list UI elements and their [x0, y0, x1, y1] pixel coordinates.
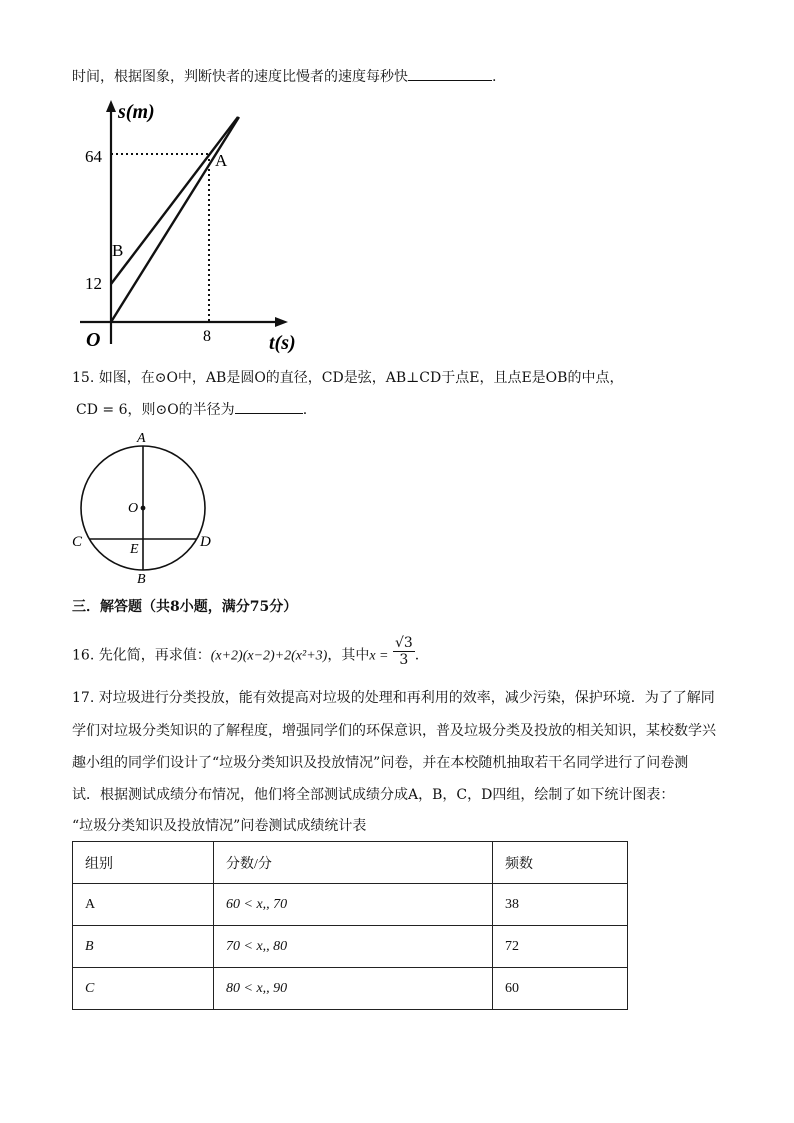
table-cell-score: 80 < x,, 90: [214, 968, 493, 1010]
label-o: O: [128, 501, 139, 516]
score-table: [72, 841, 628, 1010]
header-frequency: 频数: [493, 842, 628, 884]
circle-diagram: [70, 428, 230, 588]
table-cell-score: 60 < x,, 70: [214, 884, 493, 926]
tick-label-64: 64: [85, 147, 102, 166]
y-axis-arrow: [106, 100, 116, 112]
table-cell-group: C: [73, 968, 214, 1010]
y-axis-label: s(m): [118, 101, 155, 123]
label-c: C: [72, 534, 83, 550]
q17-line1: 17. 对垃圾进行分类投放，能有效提高对垃圾的处理和再利用的效率，减少污染，保护环境．为了了解同: [72, 690, 715, 706]
q16-middle: ，其中: [327, 647, 370, 664]
table-header-row: [73, 842, 628, 884]
x-axis-label: t(s): [269, 332, 296, 354]
q15-answer-blank: [235, 399, 303, 414]
table-cell-frequency: 72: [493, 926, 628, 968]
table-cell-group: B: [73, 926, 214, 968]
origin-label: O: [86, 329, 101, 351]
q16-x-eq: x =: [369, 648, 389, 664]
table-cell-score: 70 < x,, 80: [214, 926, 493, 968]
table-cell-group: A: [73, 884, 214, 926]
point-b-label: B: [112, 241, 124, 260]
table-cell-frequency: 38: [493, 884, 628, 926]
table-cell-frequency: 60: [493, 968, 628, 1010]
q15-line2-end: .: [302, 402, 308, 418]
q15-line2-text: CD = 6，则⊙O的半径为: [76, 402, 235, 418]
q16-end: .: [414, 647, 420, 664]
line-through-b: [111, 117, 238, 284]
q14-tail-text: 时间，根据图象，判断快者的速度比慢者的速度每秒快: [72, 69, 408, 85]
tick-label-8: 8: [203, 328, 211, 345]
q17-line4: 试．根据测试成绩分布情况，他们将全部测试成绩分成A，B，C，D四组，绘制了如下统计图表：: [72, 787, 675, 803]
q15-line1: 15. 如图，在⊙O中，AB是圆O的直径，CD是弦，AB⊥CD于点E，且点E是OB的中点，: [72, 370, 624, 386]
table-row: [73, 968, 628, 1010]
table-row: [73, 884, 628, 926]
q16-fraction: [393, 635, 415, 668]
distance-time-graph: [70, 96, 300, 356]
q16-prefix: 16. 先化简，再求值：: [72, 647, 211, 664]
section-3-title: 三．解答题（共8小题，满分75分）: [72, 599, 298, 615]
q17-line3: 趣小组的同学们设计了“垃圾分类知识及投放情况”问卷，并在本校随机抽取若干名同学进行了问卷测: [72, 755, 689, 771]
table-row: [73, 926, 628, 968]
q16-denominator: 3: [399, 652, 409, 668]
q15-line2: [76, 399, 307, 420]
label-b: B: [137, 572, 146, 587]
tick-label-12: 12: [85, 274, 102, 293]
center-dot: [141, 506, 146, 511]
header-score: 分数/分: [214, 842, 493, 884]
q16-numerator: √3: [394, 635, 413, 651]
q17-table-title: “垃圾分类知识及投放情况”问卷测试成绩统计表: [72, 818, 367, 834]
q14-tail-line: [72, 66, 496, 87]
label-a: A: [137, 431, 146, 446]
point-a-label: A: [215, 151, 228, 170]
line-through-origin: [111, 117, 239, 322]
q16-line: [72, 635, 420, 668]
x-axis-arrow: [275, 317, 288, 327]
header-group: 组别: [73, 842, 214, 884]
q14-tail-end: .: [492, 69, 497, 85]
label-e: E: [130, 542, 139, 557]
label-d: D: [200, 534, 211, 550]
q14-answer-blank: [408, 66, 492, 81]
q17-line2: 学们对垃圾分类知识的了解程度，增强同学们的环保意识，普及垃圾分类及投放的相关知识，某校数学兴: [72, 723, 716, 739]
q16-expression: (x+2)(x−2)+2(x²+3): [210, 648, 328, 664]
